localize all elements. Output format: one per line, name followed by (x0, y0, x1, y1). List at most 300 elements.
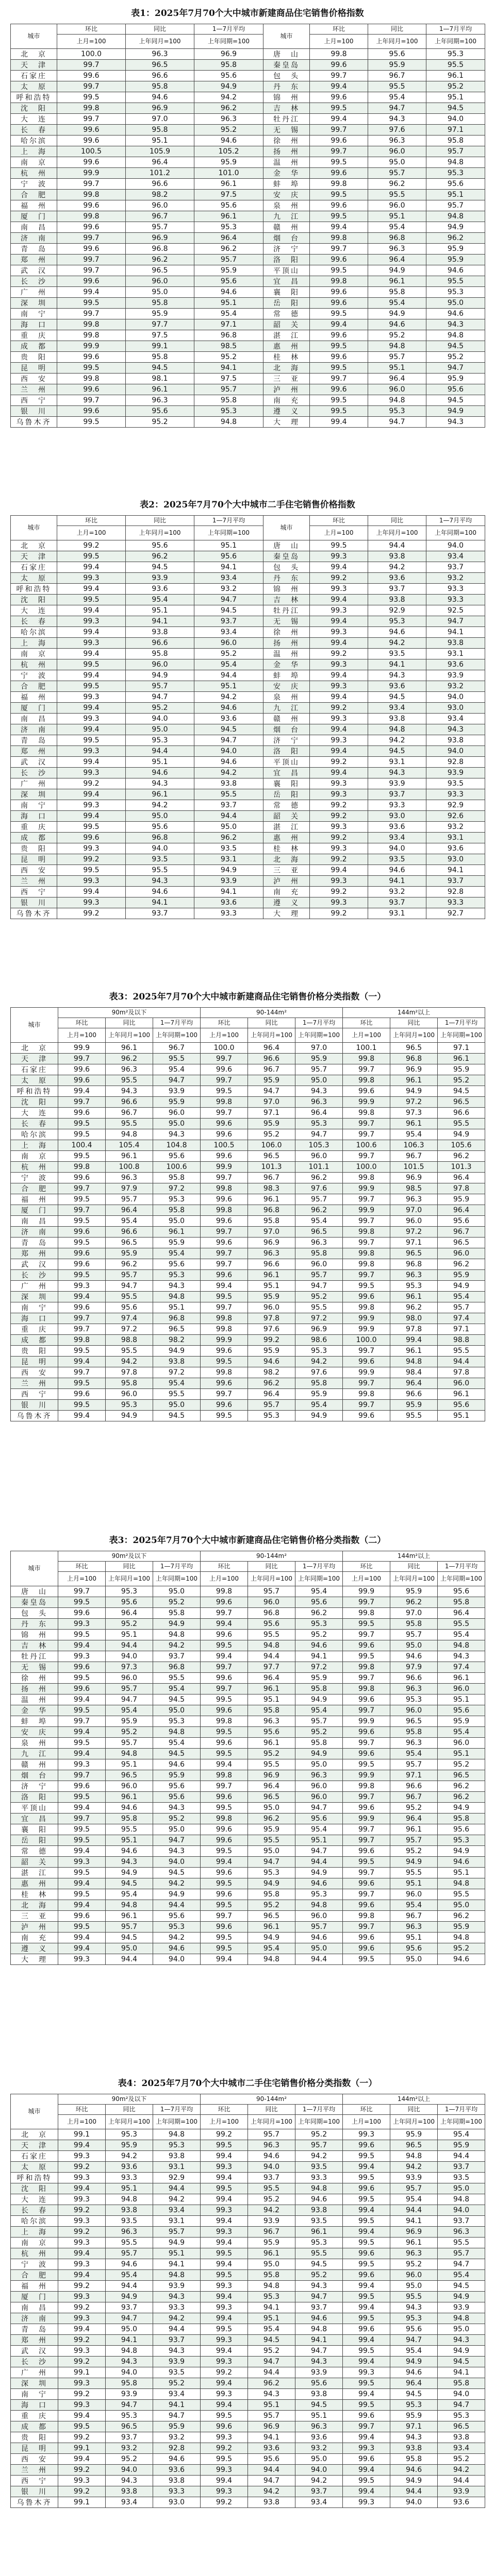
index-value: 95.9 (106, 2140, 153, 2151)
index-value: 99.3 (343, 2129, 390, 2140)
index-value: 99.3 (201, 2335, 248, 2346)
table-section-3 (10, 987, 485, 1421)
index-value: 99.2 (310, 757, 368, 768)
header-yoy: 同比 (368, 516, 426, 526)
index-value: 95.0 (438, 2183, 485, 2194)
index-value: 97.0 (248, 1097, 295, 1108)
index-value: 100.0 (343, 1335, 390, 1346)
index-value: 99.4 (201, 2346, 248, 2357)
index-value: 99.3 (343, 2367, 390, 2378)
table-row (11, 638, 485, 649)
city-name: 广 州 (11, 287, 57, 298)
table-row (11, 1954, 485, 1965)
table-row (11, 298, 485, 309)
index-value: 95.3 (368, 616, 426, 627)
index-value: 96.3 (248, 1248, 295, 1259)
header-yoy: 同比 (390, 1562, 438, 1572)
index-value: 96.4 (248, 1673, 295, 1684)
index-value: 99.1 (58, 2367, 106, 2378)
index-value: 95.6 (126, 822, 194, 833)
index-value: 99.5 (58, 1792, 106, 1803)
index-value: 99.7 (310, 71, 368, 81)
index-value: 96.3 (390, 1270, 438, 1281)
index-value: 99.5 (343, 2346, 390, 2357)
index-value: 95.7 (438, 1302, 485, 1313)
index-value: 95.9 (438, 1922, 485, 1933)
header-yoy_base: 上年同月=100 (368, 526, 426, 540)
index-value: 95.9 (126, 309, 194, 319)
index-value: 94.0 (153, 1954, 201, 1965)
index-value: 99.4 (58, 1640, 106, 1651)
index-value: 94.4 (106, 2281, 153, 2292)
index-value: 94.5 (368, 692, 426, 703)
index-value: 95.4 (295, 1400, 343, 1411)
index-value: 95.4 (153, 1684, 201, 1694)
index-value: 96.6 (106, 1227, 153, 1238)
table-row (11, 649, 485, 659)
index-value: 95.8 (153, 1608, 201, 1619)
city-name: 温 州 (11, 1694, 58, 1705)
city-name: 厦 门 (11, 211, 57, 222)
table-row (11, 287, 485, 298)
index-value: 94.8 (106, 1900, 153, 1911)
index-value: 93.9 (438, 2302, 485, 2313)
index-value: 98.1 (126, 374, 194, 384)
index-value: 95.0 (295, 1943, 343, 1954)
index-value: 96.5 (390, 1043, 438, 1054)
index-value: 94.7 (153, 1835, 201, 1846)
header-mom: 环比 (343, 2105, 390, 2115)
index-value: 94.1 (368, 659, 426, 670)
index-value: 95.7 (390, 1630, 438, 1640)
table-row (11, 211, 485, 222)
index-value: 95.9 (390, 2129, 438, 2140)
index-value: 96.8 (153, 1313, 201, 1324)
index-value: 94.2 (248, 2486, 295, 2497)
index-value: 95.5 (438, 1346, 485, 1357)
index-value: 96.5 (295, 1227, 343, 1238)
table-row (11, 200, 485, 211)
index-value: 93.1 (194, 854, 263, 865)
table-row (11, 1651, 485, 1662)
index-value: 99.3 (57, 638, 126, 649)
index-value: 99.2 (58, 2357, 106, 2367)
index-value: 94.8 (438, 2313, 485, 2324)
city-name: 锦 州 (11, 1630, 58, 1640)
index-value: 96.7 (106, 1108, 153, 1118)
city-name: 北 京 (11, 1043, 58, 1054)
city-name: 泉 州 (263, 200, 310, 211)
index-value: 94.2 (106, 2151, 153, 2162)
index-value: 99.4 (201, 2216, 248, 2227)
index-value: 99.6 (310, 255, 368, 265)
index-value: 94.6 (295, 1933, 343, 1943)
index-value: 97.4 (438, 1313, 485, 1324)
index-value: 96.1 (390, 1075, 438, 1086)
index-value: 93.3 (368, 800, 426, 811)
city-name: 西 安 (11, 1367, 58, 1378)
table-row (11, 276, 485, 287)
index-value: 94.5 (295, 2259, 343, 2270)
index-value: 95.9 (153, 1238, 201, 1248)
index-value: 99.3 (58, 1954, 106, 1965)
index-value: 95.3 (106, 2129, 153, 2140)
index-value: 93.5 (295, 2162, 343, 2173)
city-name: 上 海 (11, 1140, 58, 1151)
city-name: 昆 明 (11, 2443, 58, 2454)
index-value: 94.9 (248, 1878, 295, 1889)
index-value: 97.3 (106, 1662, 153, 1673)
index-value: 92.7 (426, 908, 485, 919)
index-value: 99.3 (310, 714, 368, 724)
index-value: 95.2 (194, 649, 263, 659)
city-name: 兰 州 (11, 2465, 58, 2476)
index-value: 99.5 (310, 363, 368, 374)
header-mom_base: 上月=100 (343, 1572, 390, 1586)
city-name: 长 沙 (11, 276, 57, 287)
index-value: 94.9 (438, 1803, 485, 1814)
index-value: 99.4 (310, 417, 368, 428)
index-value: 99.8 (57, 374, 126, 384)
table-row (11, 395, 485, 406)
index-value: 95.9 (426, 374, 485, 384)
index-value: 94.2 (368, 562, 426, 573)
index-value: 94.0 (126, 843, 194, 854)
index-value: 93.8 (153, 2151, 201, 2162)
index-value: 96.2 (438, 1911, 485, 1922)
index-value: 93.3 (153, 2486, 201, 2497)
header-mom: 环比 (58, 1018, 106, 1028)
index-value: 99.6 (343, 1933, 390, 1943)
index-value: 96.8 (390, 1054, 438, 1064)
index-value: 96.5 (106, 2421, 153, 2432)
index-value: 95.1 (295, 1835, 343, 1846)
index-value: 95.1 (194, 540, 263, 551)
city-name: 呼和浩特 (11, 584, 57, 595)
index-value: 94.8 (295, 1900, 343, 1911)
index-value: 96.2 (438, 1259, 485, 1270)
header-yoy: 同比 (248, 1018, 295, 1028)
index-value: 99.3 (58, 2346, 106, 2357)
index-value: 95.2 (248, 1129, 295, 1140)
index-value: 94.5 (106, 1878, 153, 1889)
city-name: 兰 州 (11, 876, 57, 887)
index-value: 99.5 (58, 1238, 106, 1248)
index-value: 99.6 (201, 1922, 248, 1933)
index-value: 95.1 (106, 1759, 153, 1770)
index-value: 94.6 (153, 1759, 201, 1770)
city-name: 天 津 (11, 2140, 58, 2151)
index-value: 93.6 (426, 843, 485, 854)
index-value: 94.9 (390, 2476, 438, 2486)
index-value: 99.6 (57, 833, 126, 843)
city-name: 银 川 (11, 1400, 58, 1411)
index-value: 95.2 (248, 1900, 295, 1911)
index-value: 96.6 (438, 1108, 485, 1118)
index-value: 95.5 (368, 81, 426, 92)
index-value: 99.4 (201, 1651, 248, 1662)
index-value: 99.9 (343, 1367, 390, 1378)
index-value: 93.9 (153, 2357, 201, 2367)
table-row (11, 1259, 485, 1270)
index-value: 99.4 (57, 670, 126, 681)
city-name: 深 圳 (11, 1292, 58, 1302)
index-value: 99.4 (201, 2151, 248, 2162)
header-avg: 1—7月平均 (194, 516, 263, 526)
index-value: 93.8 (248, 2497, 295, 2508)
index-value: 94.9 (426, 406, 485, 417)
index-value: 95.2 (153, 1814, 201, 1824)
index-value: 95.3 (153, 1716, 201, 1727)
index-value: 95.3 (390, 1281, 438, 1292)
city-name: 合 肥 (11, 681, 57, 692)
index-value: 96.3 (248, 2140, 295, 2151)
index-value: 99.4 (58, 2248, 106, 2259)
index-value: 99.8 (343, 1389, 390, 1400)
city-name: 平顶山 (263, 757, 310, 768)
index-value: 95.7 (248, 1586, 295, 1597)
city-name: 安 庆 (263, 190, 310, 200)
index-value: 95.4 (106, 1705, 153, 1716)
index-value: 99.5 (343, 2476, 390, 2486)
city-name: 惠 州 (11, 1878, 58, 1889)
index-value: 94.7 (153, 1075, 201, 1086)
index-value: 96.0 (438, 1738, 485, 1749)
index-value: 99.5 (310, 157, 368, 168)
index-value: 95.2 (194, 125, 263, 135)
index-value: 95.7 (295, 1194, 343, 1205)
index-value: 99.4 (58, 1727, 106, 1738)
city-name: 大 理 (263, 908, 310, 919)
index-value: 94.2 (368, 735, 426, 746)
index-value: 95.0 (153, 1118, 201, 1129)
index-value: 97.2 (106, 1324, 153, 1335)
index-value: 96.7 (368, 71, 426, 81)
table-row (11, 2432, 485, 2443)
header-city: 城市 (11, 2094, 58, 2129)
city-name: 哈尔滨 (11, 135, 57, 146)
index-value: 99.2 (58, 2389, 106, 2400)
header-yoy: 同比 (248, 2105, 295, 2115)
city-name: 北 京 (11, 540, 57, 551)
header-avg: 1—7月平均 (426, 24, 485, 35)
index-value: 94.6 (126, 92, 194, 103)
index-value: 95.9 (390, 2411, 438, 2421)
table-row (11, 1781, 485, 1792)
index-value: 95.6 (194, 276, 263, 287)
index-value: 93.3 (426, 789, 485, 800)
index-value: 99.4 (201, 1759, 248, 1770)
index-value: 93.9 (438, 2486, 485, 2497)
index-value: 95.7 (106, 1270, 153, 1281)
index-value: 93.7 (194, 800, 263, 811)
header-area-group: 144m²以上 (343, 1008, 485, 1018)
table-row (11, 146, 485, 157)
index-value: 99.5 (201, 1694, 248, 1705)
city-name: 南 充 (263, 887, 310, 897)
city-name: 桂 林 (263, 843, 310, 854)
index-value: 95.6 (390, 2324, 438, 2335)
index-value: 94.0 (106, 2367, 153, 2378)
table-row (11, 1619, 485, 1630)
index-value: 99.7 (343, 1922, 390, 1933)
index-value: 94.8 (426, 211, 485, 222)
index-value: 99.5 (58, 1630, 106, 1640)
index-value: 93.2 (426, 822, 485, 833)
index-value: 94.2 (295, 2151, 343, 2162)
index-value: 95.6 (438, 1400, 485, 1411)
table-row (11, 1118, 485, 1129)
index-value: 99.6 (310, 330, 368, 341)
index-value: 94.6 (153, 2454, 201, 2465)
city-name: 济 宁 (263, 735, 310, 746)
table-row (11, 1630, 485, 1640)
index-value: 96.6 (126, 71, 194, 81)
index-value: 95.7 (106, 1194, 153, 1205)
index-value: 95.4 (368, 298, 426, 309)
table-row (11, 2411, 485, 2421)
index-value: 99.2 (248, 1335, 295, 1346)
index-value: 99.6 (57, 71, 126, 81)
index-value: 93.2 (426, 573, 485, 584)
index-value: 94.6 (194, 757, 263, 768)
index-value: 99.5 (58, 2421, 106, 2432)
index-value: 96.4 (194, 233, 263, 244)
index-value: 98.5 (390, 1183, 438, 1194)
index-value: 93.5 (368, 649, 426, 659)
index-value: 95.1 (438, 1694, 485, 1705)
index-value: 94.8 (426, 157, 485, 168)
table-row (11, 1335, 485, 1346)
index-value: 99.2 (310, 811, 368, 822)
index-value: 99.5 (201, 1803, 248, 1814)
index-value: 95.0 (248, 1803, 295, 1814)
table-row (11, 865, 485, 876)
index-value: 101.5 (390, 1162, 438, 1173)
index-value: 92.5 (426, 605, 485, 616)
table-title: 表2：2025年7月70个大中城市二手住宅销售价格指数 (140, 500, 355, 510)
index-value: 99.2 (58, 2465, 106, 2476)
index-value: 92.8 (426, 887, 485, 897)
index-value: 99.5 (310, 540, 368, 551)
index-value: 96.1 (438, 1389, 485, 1400)
city-name: 贵 阳 (11, 1346, 58, 1357)
index-value: 95.2 (106, 2454, 153, 2465)
index-value: 93.7 (153, 2335, 201, 2346)
index-value: 99.5 (58, 1346, 106, 1357)
city-name: 赣 州 (263, 714, 310, 724)
index-value: 95.9 (438, 1194, 485, 1205)
table-row (11, 49, 485, 60)
index-value: 99.5 (343, 2194, 390, 2205)
index-value: 96.0 (295, 1781, 343, 1792)
index-value: 94.8 (153, 2270, 201, 2281)
index-value: 94.1 (426, 627, 485, 638)
city-name: 惠 州 (263, 341, 310, 352)
table-row (11, 1943, 485, 1954)
index-value: 93.8 (106, 2205, 153, 2216)
city-name: 深 圳 (11, 298, 57, 309)
index-value: 99.2 (310, 649, 368, 659)
table-row (11, 1857, 485, 1868)
index-value: 95.6 (153, 1151, 201, 1162)
index-value: 94.4 (295, 1857, 343, 1868)
index-value: 95.6 (153, 1259, 201, 1270)
city-name: 武 汉 (11, 757, 57, 768)
city-name: 青 岛 (11, 735, 57, 746)
city-name: 扬 州 (263, 146, 310, 157)
index-value: 99.5 (58, 1889, 106, 1900)
index-value: 99.7 (58, 1097, 106, 1108)
city-name: 蚌 埠 (263, 670, 310, 681)
index-value: 94.1 (194, 887, 263, 897)
table-row (11, 1400, 485, 1411)
index-value: 96.2 (295, 1608, 343, 1619)
index-value: 99.4 (310, 595, 368, 605)
index-value: 95.1 (426, 92, 485, 103)
index-value: 94.8 (368, 341, 426, 352)
index-value: 99.7 (57, 179, 126, 190)
city-name: 丹 东 (263, 81, 310, 92)
city-name: 韶 关 (263, 811, 310, 822)
index-value: 99.4 (57, 584, 126, 595)
index-value: 95.3 (106, 1586, 153, 1597)
index-value: 97.2 (390, 1227, 438, 1238)
index-value: 99.5 (201, 1411, 248, 1421)
index-value: 95.3 (248, 2292, 295, 2302)
city-name: 三 亚 (11, 1911, 58, 1922)
city-name: 石家庄 (11, 71, 57, 81)
index-value: 99.5 (201, 2270, 248, 2281)
table-row (11, 2151, 485, 2162)
index-value: 99.7 (201, 1608, 248, 1619)
index-value: 93.6 (295, 2432, 343, 2443)
table-row (11, 255, 485, 265)
header-yoy: 同比 (126, 24, 194, 35)
index-value: 99.7 (201, 1248, 248, 1259)
city-name: 海 口 (11, 811, 57, 822)
table-row (11, 157, 485, 168)
index-value: 96.0 (106, 1673, 153, 1684)
city-name: 湛 江 (263, 330, 310, 341)
index-value: 94.7 (248, 2476, 295, 2486)
table-row (11, 1727, 485, 1738)
index-value: 97.1 (390, 1238, 438, 1248)
index-value: 99.7 (201, 1227, 248, 1238)
city-name: 平顶山 (263, 265, 310, 276)
index-value: 99.3 (58, 2259, 106, 2270)
index-value: 99.7 (343, 1673, 390, 1684)
index-value: 99.4 (57, 789, 126, 800)
header-yoy: 同比 (106, 2105, 153, 2115)
index-value: 96.2 (368, 179, 426, 190)
index-value: 96.7 (248, 2227, 295, 2238)
index-value: 94.1 (106, 2335, 153, 2346)
index-value: 99.3 (310, 735, 368, 746)
index-value: 99.4 (201, 2173, 248, 2183)
index-value: 95.3 (248, 1411, 295, 1421)
table-row (11, 2183, 485, 2194)
index-value: 99.2 (58, 2335, 106, 2346)
index-value: 96.0 (126, 659, 194, 670)
index-value: 99.6 (310, 384, 368, 395)
index-value: 95.6 (390, 1943, 438, 1954)
index-value: 95.3 (390, 1694, 438, 1705)
index-value: 99.7 (343, 1705, 390, 1716)
index-value: 99.5 (343, 2259, 390, 2270)
index-value: 95.3 (106, 1400, 153, 1411)
index-value: 95.6 (248, 1727, 295, 1738)
